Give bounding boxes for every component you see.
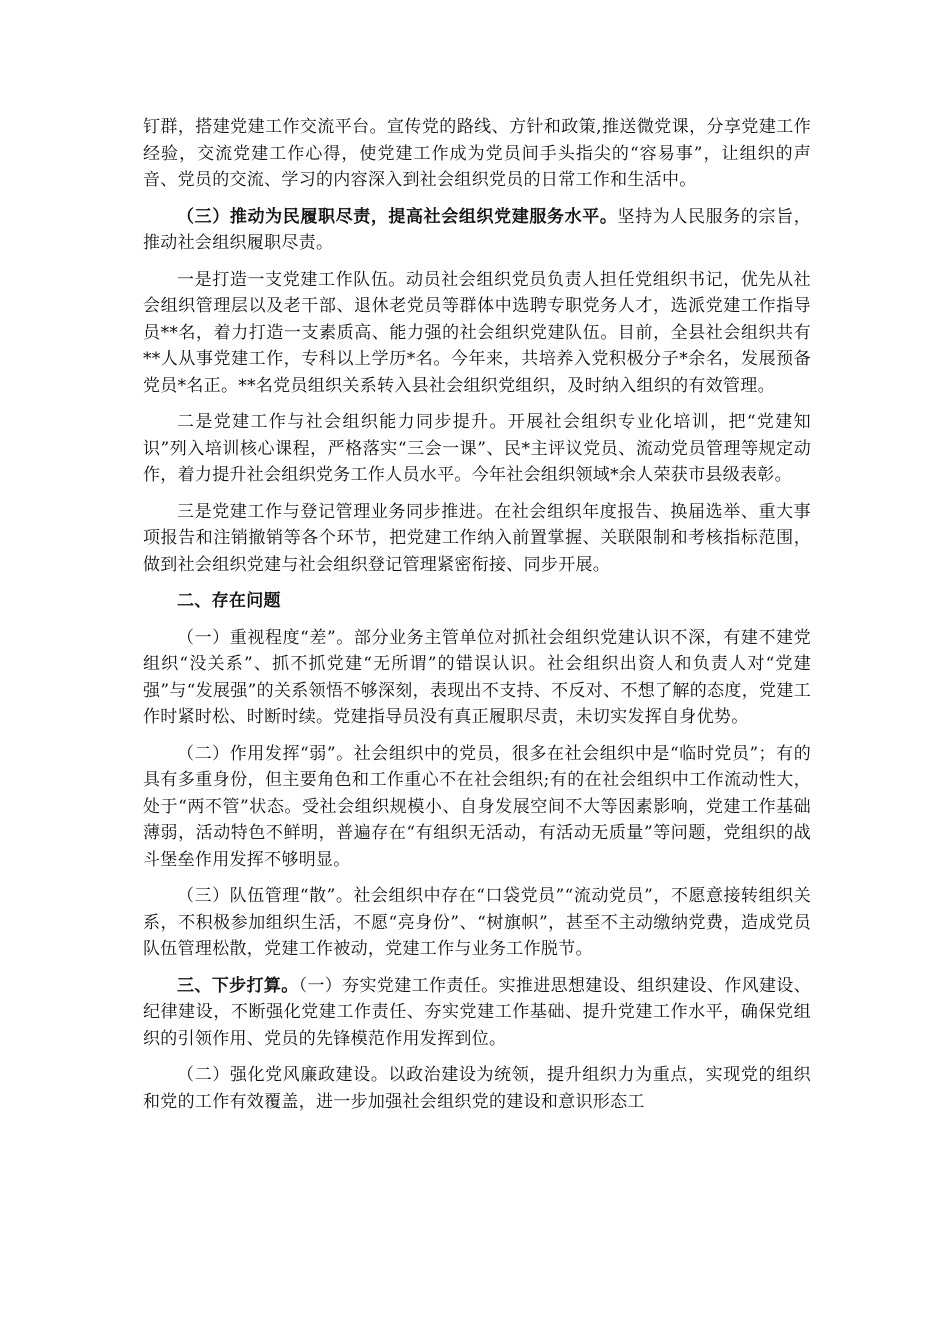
section-three-heading: （三）推动为民履职尽责，提高社会组织党建服务水平。 xyxy=(177,206,618,227)
paragraph-registration-management: 三是党建工作与登记管理业务同步推进。在社会组织年度报告、换届选举、重大事项报告和注销撤销等各个环节，把党建工作纳入前置掌握、关联限制和考核指标范围，做到社会组织党建与社会组织登记管理紧密衔接、同步开展。 xyxy=(143,501,811,575)
paragraph-problem-management: （三）队伍管理“散”。社会组织中存在“口袋党员”“流动党员”，不愿意接转组织关系，不积极参加组织生活，不愿“亮身份”、“树旗帜”，甚至不主动缴纳党费，造成党员队伍管理松散，党建工作被动，党建工作与业务工作脱节。 xyxy=(143,886,811,959)
next-steps-text: （一）夯实党建工作责任。实推进思想建设、组织建设、作风建设、纪律建设，不断强化党建工作责任、夯实党建工作基础、提升党建工作水平，确保党组织的引领作用、党员的先锋模范作用发挥到位。 xyxy=(143,975,812,1049)
paragraph-continuation: 钉群，搭建党建工作交流平台。宣传党的路线、方针和政策,推送微党课，分享党建工作经验，交流党建工作心得，使党建工作成为党员间手头指尖的“容易事”，让组织的声音、党员的交流、学习的内容深入到社会组织党员的日常工作和生活中。 xyxy=(143,117,811,190)
section-three-text: 坚持为人民服务的宗旨，推动社会组织履职尽责。 xyxy=(143,206,811,253)
heading-next-steps: 三、下步打算。 xyxy=(177,975,299,996)
heading-existing-problems: 二、存在问题 xyxy=(177,591,281,611)
paragraph-capacity-building: 二是党建工作与社会组织能力同步提升。开展社会组织专业化培训，把“党建知识”列入培训核心课程，严格落实“三会一课”、民*主评议党员、流动党员管理等规定动作，着力提升社会组织党务工作人员水平。今年社会组织领域*余人荣获市县级表彰。 xyxy=(143,412,811,485)
paragraph-problem-attention: （一）重视程度“差”。部分业务主管单位对抓社会组织党建认识不深，有建不建党组织“没关系”、抓不抓党建“无所谓”的错误认识。社会组织出资人和负责人对“党建强”与“发展强”的关系领悟不够深刻，表现出不支持、不反对、不想了解的态度，党建工作时紧时松、时断时续。党建指导员没有真正履职尽责，未切实发挥自身优势。 xyxy=(143,627,811,727)
document-body xyxy=(143,114,811,1125)
paragraph-integrity-building: （二）强化党风廉政建设。以政治建设为统领，提升组织力为重点，实现党的组织和党的工作有效覆盖，进一步加强社会组织党的建设和意识形态工 xyxy=(143,1065,811,1112)
next-steps-paragraph xyxy=(143,973,811,1053)
paragraph-problem-role: （二）作用发挥“弱”。社会组织中的党员，很多在社会组织中是“临时党员”；有的具有多重身份，但主要角色和工作重心不在社会组织;有的在社会组织中工作流动性大，处于“两不管”状态。受社会组织规模小、自身发展空间不大等因素影响，党建工作基础薄弱，活动特色不鲜明，普遍存在“有组织无活动，有活动无质量”等问题，党组织的战斗堡垒作用发挥不够明显。 xyxy=(143,743,811,870)
paragraph-team-building: 一是打造一支党建工作队伍。动员社会组织党员负责人担任党组织书记，优先从社会组织管理层以及老干部、退休老党员等群体中选聘专职党务人才，选派党建工作指导员**名，着力打造一支素质高、能力强的社会组织党建队伍。目前，全县社会组织共有**人从事党建工作，专科以上学历*名。今年来，共培养入党积极分子*余名，发展预备党员*名正。**名党员组织关系转入县社会组织党组织，及时纳入组织的有效管理。 xyxy=(143,269,811,396)
section-three-paragraph xyxy=(143,204,811,257)
